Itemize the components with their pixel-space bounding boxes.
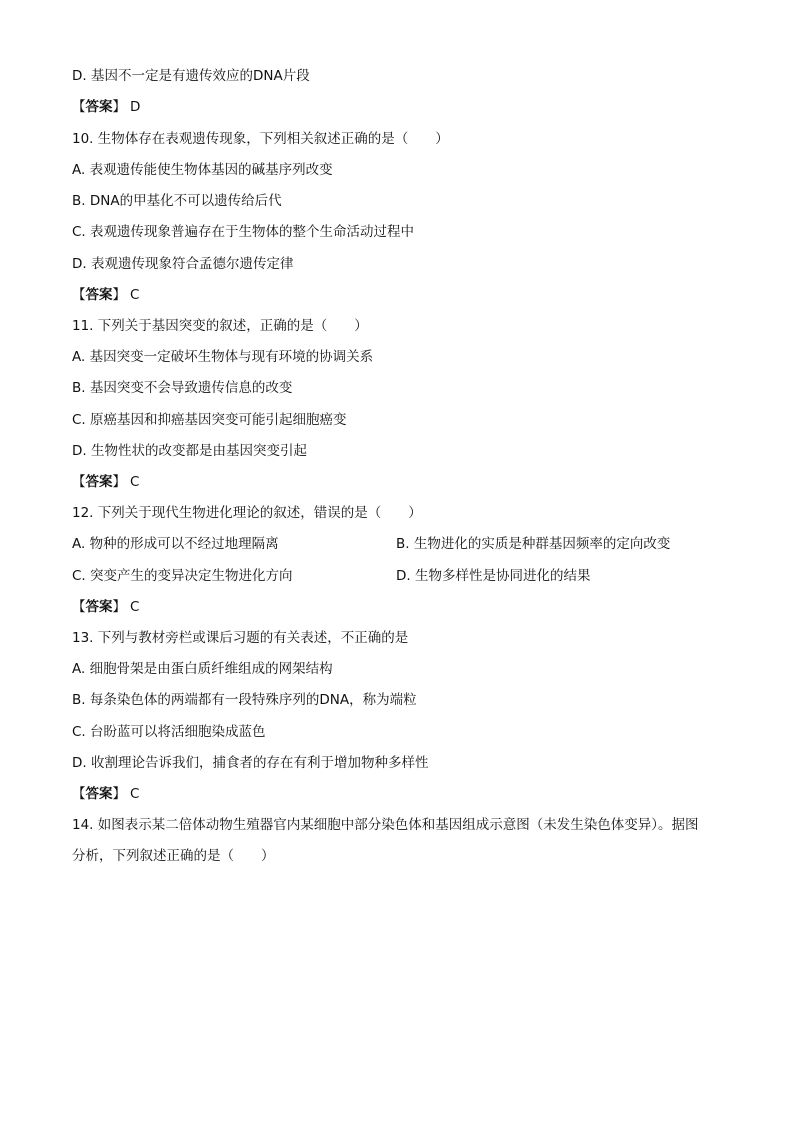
q11-stem: 11. 下列关于基因突变的叙述，正确的是（ ） bbox=[72, 318, 368, 334]
q13-answer bbox=[72, 784, 139, 804]
q12-option-a: A. 物种的形成可以不经过地理隔离 bbox=[72, 536, 279, 552]
answer-label: 答案 bbox=[85, 287, 113, 303]
q11-option-b: B. 基因突变不会导致遗传信息的改变 bbox=[72, 380, 293, 396]
q10-option-b: B. DNA的甲基化不可以遗传给后代 bbox=[72, 193, 282, 209]
answer-value: C bbox=[130, 474, 140, 490]
q13-option-c: C. 台盼蓝可以将活细胞染成蓝色 bbox=[72, 724, 266, 740]
answer-bracket-close: 】 bbox=[112, 99, 126, 115]
answer-label: 答案 bbox=[85, 786, 113, 802]
q9-option-d: D. 基因不一定是有遗传效应的DNA片段 bbox=[72, 68, 310, 84]
q10-option-a: A. 表观遗传能使生物体基因的碱基序列改变 bbox=[72, 162, 333, 178]
answer-bracket-open: 【 bbox=[72, 99, 86, 115]
q11-option-c: C. 原癌基因和抑癌基因突变可能引起细胞癌变 bbox=[72, 412, 347, 428]
answer-bracket-open: 【 bbox=[72, 599, 86, 615]
q13-option-d: D. 收割理论告诉我们，捕食者的存在有利于增加物种多样性 bbox=[72, 755, 429, 771]
q12-option-b: B. 生物进化的实质是种群基因频率的定向改变 bbox=[396, 536, 671, 552]
answer-label: 答案 bbox=[85, 599, 113, 615]
q14-stem-line1: 14. 如图表示某二倍体动物生殖器官内某细胞中部分染色体和基因组成示意图（未发生染色体变异）。据图 bbox=[72, 817, 699, 833]
q11-option-a: A. 基因突变一定破坏生物体与现有环境的协调关系 bbox=[72, 349, 374, 365]
answer-value: C bbox=[130, 287, 140, 303]
q12-option-c: C. 突变产生的变异决定生物进化方向 bbox=[72, 568, 293, 584]
q12-answer bbox=[72, 597, 139, 617]
q10-option-d: D. 表观遗传现象符合孟德尔遗传定律 bbox=[72, 256, 294, 272]
q11-answer bbox=[72, 472, 139, 492]
answer-bracket-close: 】 bbox=[112, 786, 126, 802]
answer-bracket-close: 】 bbox=[112, 474, 126, 490]
answer-value: D bbox=[130, 99, 141, 115]
answer-bracket-open: 【 bbox=[72, 474, 86, 490]
answer-label: 答案 bbox=[85, 474, 113, 490]
q13-option-a: A. 细胞骨架是由蛋白质纤维组成的网架结构 bbox=[72, 661, 333, 677]
q11-option-d: D. 生物性状的改变都是由基因突变引起 bbox=[72, 443, 307, 459]
answer-bracket-close: 】 bbox=[112, 287, 126, 303]
answer-label: 答案 bbox=[85, 99, 113, 115]
q14-stem-line2: 分析，下列叙述正确的是（ ） bbox=[72, 848, 275, 864]
answer-bracket-open: 【 bbox=[72, 786, 86, 802]
answer-value: C bbox=[130, 786, 140, 802]
q13-option-b: B. 每条染色体的两端都有一段特殊序列的DNA，称为端粒 bbox=[72, 692, 417, 708]
q13-stem: 13. 下列与教材旁栏或课后习题的有关表述，不正确的是 bbox=[72, 630, 409, 646]
q10-answer bbox=[72, 285, 139, 305]
q12-stem: 12. 下列关于现代生物进化理论的叙述，错误的是（ ） bbox=[72, 505, 422, 521]
answer-bracket-open: 【 bbox=[72, 287, 86, 303]
q10-option-c: C. 表观遗传现象普遍存在于生物体的整个生命活动过程中 bbox=[72, 224, 415, 240]
answer-bracket-close: 】 bbox=[112, 599, 126, 615]
q12-option-d: D. 生物多样性是协同进化的结果 bbox=[396, 568, 591, 584]
q10-stem: 10. 生物体存在表观遗传现象，下列相关叙述正确的是（ ） bbox=[72, 131, 449, 147]
answer-value: C bbox=[130, 599, 140, 615]
q9-answer bbox=[72, 97, 140, 117]
